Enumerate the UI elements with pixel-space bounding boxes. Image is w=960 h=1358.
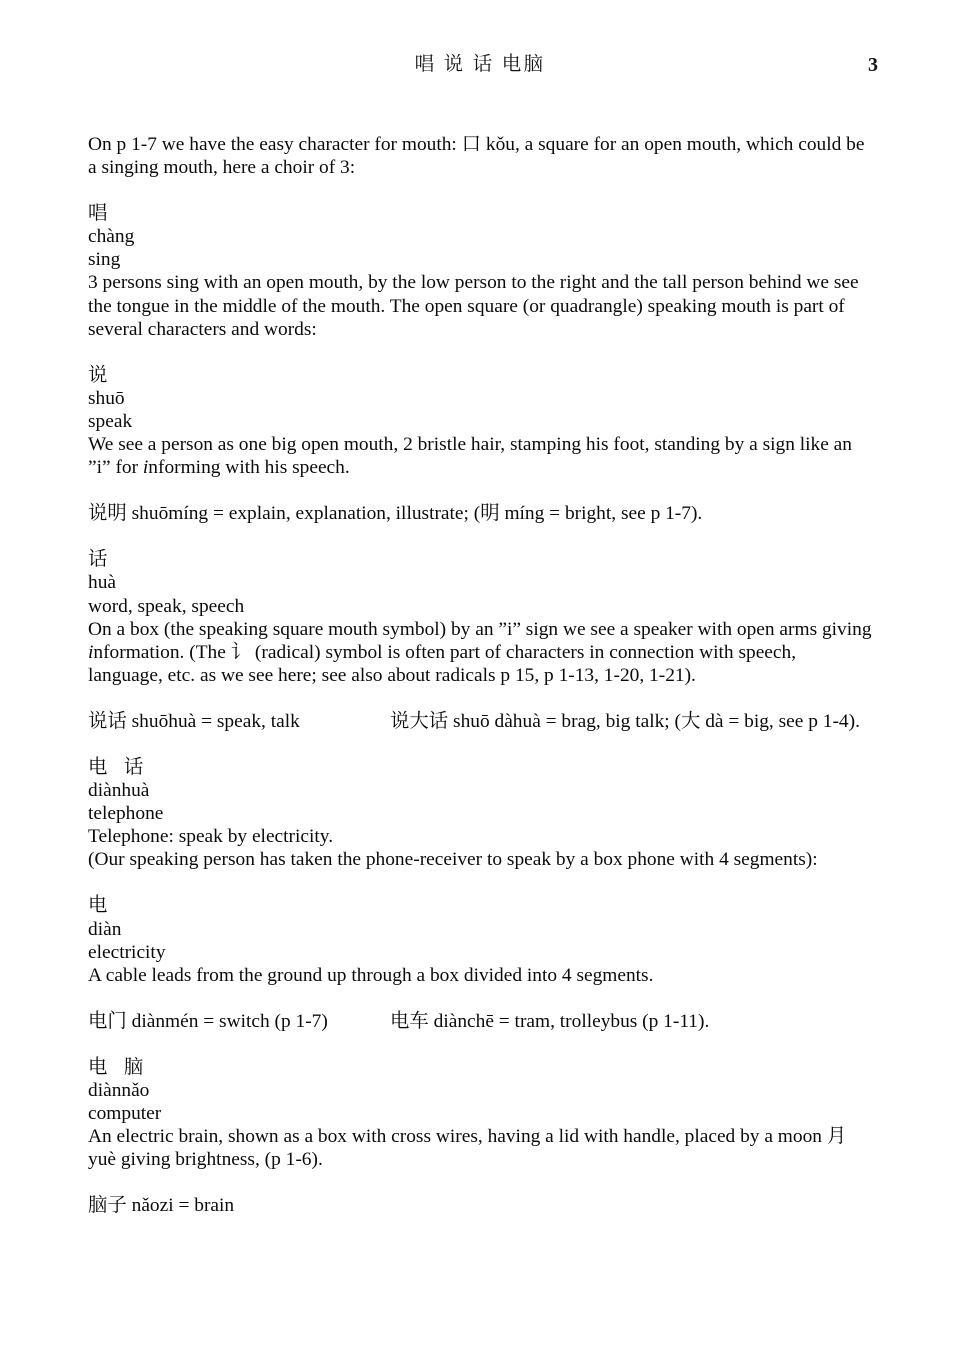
- entry-description-chang: 3 persons sing with an open mouth, by the low person to the right and the tall person behind we see the tongue in the middle of the mouth. The open square (or quadrangle) speaking mouth is part of several characters and words:: [88, 272, 859, 340]
- body-text-column: [88, 133, 872, 1217]
- compound-naozi: 脑子 nǎozi = brain: [88, 1195, 235, 1217]
- entry-meaning-dian: electricity: [88, 941, 166, 963]
- entry-pinyin-chang: chàng: [88, 226, 135, 248]
- entry-description-dian: A cable leads from the ground up through a box divided into 4 segments.: [88, 964, 654, 986]
- entry-meaning-shuo: speak: [88, 410, 133, 432]
- compound-row-speak: [88, 710, 872, 733]
- page-number: 3: [868, 54, 878, 76]
- compound-shuohua: 说话 shuōhuà = speak, talk: [88, 710, 300, 732]
- entry-pinyin-dian: diàn: [88, 918, 122, 940]
- entry-description-hua-part1: On a box (the speaking square mouth symbol) by an ”i” sign we see a speaker with open arms giving: [88, 618, 872, 640]
- entry-description-hua: [88, 618, 872, 687]
- entry-headword-shuo: 说: [88, 364, 108, 386]
- entry-meaning-chang: sing: [88, 249, 121, 271]
- entry-description-shuo-part2: nforming with his speech.: [148, 457, 350, 479]
- entry-headword-dian: 电: [88, 895, 108, 917]
- compound-dianmen: 电门 diànmén = switch (p 1-7): [88, 1010, 328, 1032]
- entry-meaning-dianhua: telephone: [88, 803, 164, 825]
- entry-description-hua-part2: nformation. (The 讠 (radical) symbol is often part of characters in connection with speech, language, etc. as we see here; see also about radicals p 15, p 1-13, 1-20, 1-21).: [88, 641, 797, 686]
- compound-row-electric: [88, 1010, 872, 1033]
- entry-pinyin-shuo: shuō: [88, 387, 125, 409]
- entry-description-dianhua: Telephone: speak by electricity.: [88, 826, 334, 848]
- entry-pinyin-diannao: diànnǎo: [88, 1080, 150, 1101]
- entry-headword-hua: 话: [88, 549, 108, 571]
- entry-description-shuo-italic: i: [142, 457, 149, 479]
- entry-meaning-hua: word, speak, speech: [88, 595, 245, 617]
- compound-shuodahua: 说大话 shuō dàhuà = brag, big talk; (大 dà = big, see p 1-4).: [390, 710, 860, 732]
- entry-headword-chang: 唱: [88, 203, 108, 225]
- entry-description2-dianhua: (Our speaking person has taken the phone-receiver to speak by a box phone with 4 segments):: [88, 849, 818, 871]
- entry-description-hua-italic: i: [88, 641, 94, 663]
- entry-headword-diannao: 电 脑: [88, 1056, 150, 1078]
- entry-description-diannao: An electric brain, shown as a box with cross wires, having a lid with handle, placed by a moon 月 yuè giving brightness, (p 1-6).: [88, 1126, 847, 1171]
- entry-description-shuo: [88, 433, 872, 479]
- compound-dianche: 电车 diànchē = tram, trolleybus (p 1-11).: [390, 1010, 710, 1032]
- entry-pinyin-hua: huà: [88, 572, 116, 594]
- entry-pinyin-dianhua: diànhuà: [88, 780, 150, 802]
- compound-shuoming: 说明 shuōmíng = explain, explanation, illustrate; (明 míng = bright, see p 1-7).: [88, 503, 703, 525]
- page-header: [0, 52, 960, 82]
- entry-headword-dianhua: 电 话: [88, 756, 150, 778]
- header-title: 唱 说 话 电脑: [414, 54, 546, 75]
- intro-paragraph: On p 1-7 we have the easy character for mouth: 口 kǒu, a square for an open mouth, which could be a singing mouth, here a choir of 3:: [88, 134, 865, 179]
- entry-meaning-diannao: computer: [88, 1103, 162, 1125]
- entry-description-shuo-part1: We see a person as one big open mouth, 2 bristle hair, stamping his foot, standing by a sign like an ”i” for: [88, 434, 852, 479]
